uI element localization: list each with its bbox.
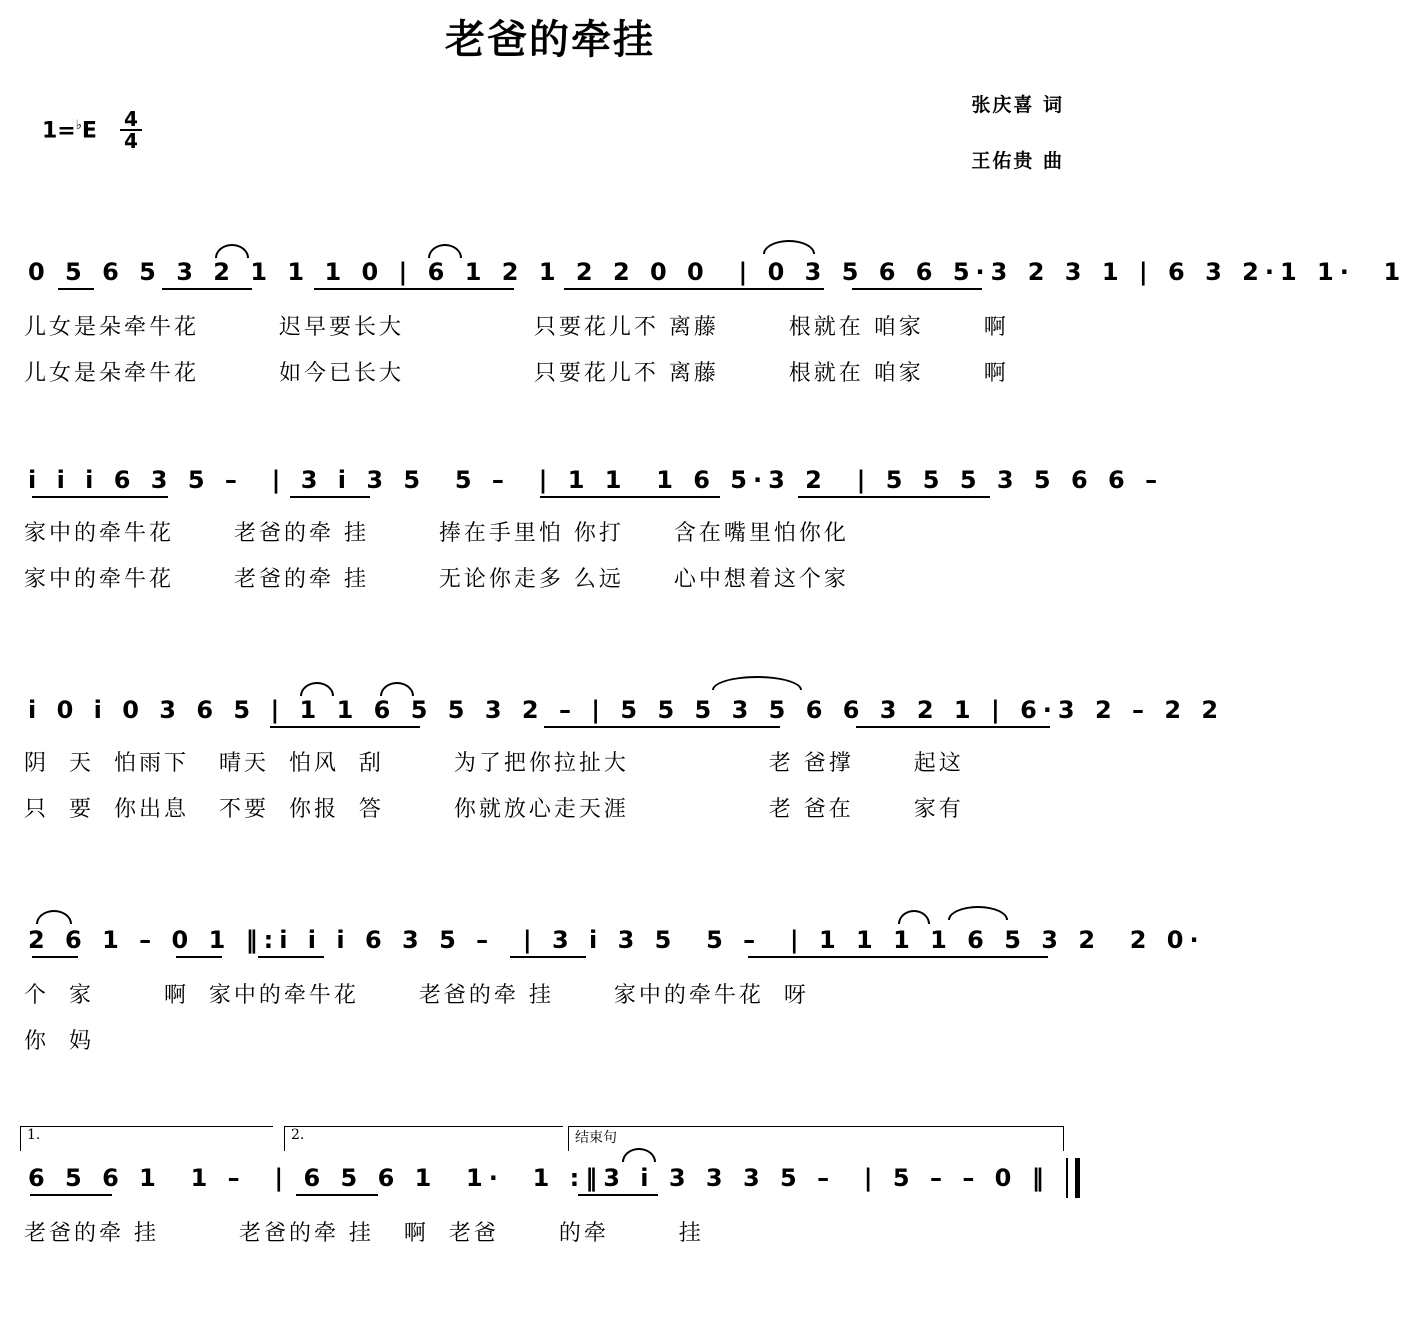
volta-second-ending: 2. bbox=[284, 1126, 563, 1151]
time-signature-top: 4 bbox=[124, 107, 138, 131]
slur bbox=[36, 910, 72, 924]
beam bbox=[30, 1194, 112, 1196]
time-signature-bottom: 4 bbox=[124, 129, 138, 153]
lyric-verse-2: 家中的牵牛花 老爸的牵 挂 无论你走多 么远 心中想着这个家 bbox=[24, 567, 849, 592]
beam bbox=[296, 1194, 378, 1196]
flat-icon: ♭ bbox=[75, 118, 82, 133]
beam bbox=[58, 288, 94, 290]
slur bbox=[428, 244, 462, 258]
slur bbox=[898, 910, 930, 924]
volta-ending-phrase: 结束句 bbox=[568, 1126, 1064, 1151]
beam bbox=[540, 496, 720, 498]
beam bbox=[544, 726, 780, 728]
lyric-verse-1: 阴 天 怕雨下 晴天 怕风 刮 为了把你拉扯大 老 爸撑 起这 bbox=[24, 751, 964, 776]
lyric-verse-1: 老爸的牵 挂 老爸的牵 挂 啊 老爸 的牵 挂 bbox=[24, 1221, 704, 1246]
beam bbox=[314, 288, 514, 290]
lyric-verse-1: 家中的牵牛花 老爸的牵 挂 捧在手里怕 你打 含在嘴里怕你化 bbox=[24, 521, 849, 546]
beam bbox=[32, 956, 78, 958]
beam bbox=[270, 726, 420, 728]
volta-first-ending: 1. bbox=[20, 1126, 273, 1151]
slur bbox=[215, 244, 249, 258]
time-signature bbox=[120, 107, 142, 153]
beam bbox=[852, 288, 982, 290]
notes-line-4: 2 6 1 – 0 1 ‖:i i i 6 3 5 – | 3 i 3 5 5 – | 1 1 1 1 6 5 3 2 2 0· bbox=[28, 926, 1205, 954]
beam bbox=[748, 956, 1048, 958]
final-barline bbox=[1066, 1158, 1080, 1198]
beam bbox=[798, 496, 990, 498]
slur bbox=[300, 682, 334, 696]
lyric-verse-2: 只 要 你出息 不要 你报 答 你就放心走天涯 老 爸在 家有 bbox=[24, 797, 964, 822]
slur bbox=[763, 240, 815, 254]
notes-line-2: i i i 6 3 5 – | 3 i 3 5 5 – | 1 1 1 6 5·3 2 | 5 5 5 3 5 6 6 – bbox=[28, 466, 1164, 494]
beam bbox=[32, 496, 168, 498]
notes-line-5: 6 5 6 1 1 – | 6 5 6 1 1· 1 :‖3 i 3 3 3 5 – | 5 – – 0 ‖ bbox=[28, 1164, 1050, 1192]
beam bbox=[290, 496, 370, 498]
notes-line-1: 0 5 6 5 3 2 1 1 1 0 | 6 1 2 1 2 2 0 0 | 0 3 5 6 6 5·3 2 3 1 | 6 3 2·1 1· 1 bbox=[28, 258, 1406, 286]
key-tonic: E bbox=[81, 118, 97, 144]
lyric-verse-1: 儿女是朵牵牛花 迟早要长大 只要花儿不 离藤 根就在 咱家 啊 bbox=[24, 315, 1009, 340]
beam bbox=[176, 956, 222, 958]
key-signature bbox=[42, 118, 97, 143]
notes-line-3: i 0 i 0 3 6 5 | 1 1 6 5 5 3 2 – | 5 5 5 3 5 6 6 3 2 1 | 6·3 2 – 2 2 bbox=[28, 696, 1225, 724]
song-title: 老爸的牵挂 bbox=[445, 16, 655, 63]
slur bbox=[712, 676, 802, 690]
beam bbox=[578, 1194, 658, 1196]
beam bbox=[510, 956, 586, 958]
beam bbox=[258, 956, 324, 958]
lyricist-credit: 张庆喜 词 bbox=[971, 94, 1064, 116]
lyric-verse-1: 个 家 啊 家中的牵牛花 老爸的牵 挂 家中的牵牛花 呀 bbox=[24, 983, 809, 1008]
beam bbox=[564, 288, 824, 290]
lyric-verse-2: 你 妈 bbox=[24, 1029, 94, 1054]
beam bbox=[856, 726, 1050, 728]
composer-credit: 王佑贵 曲 bbox=[971, 150, 1064, 172]
lyric-verse-2: 儿女是朵牵牛花 如今已长大 只要花儿不 离藤 根就在 咱家 啊 bbox=[24, 361, 1009, 386]
beam bbox=[162, 288, 252, 290]
slur bbox=[948, 906, 1008, 920]
slur bbox=[380, 682, 414, 696]
key-label: 1= bbox=[42, 118, 76, 144]
